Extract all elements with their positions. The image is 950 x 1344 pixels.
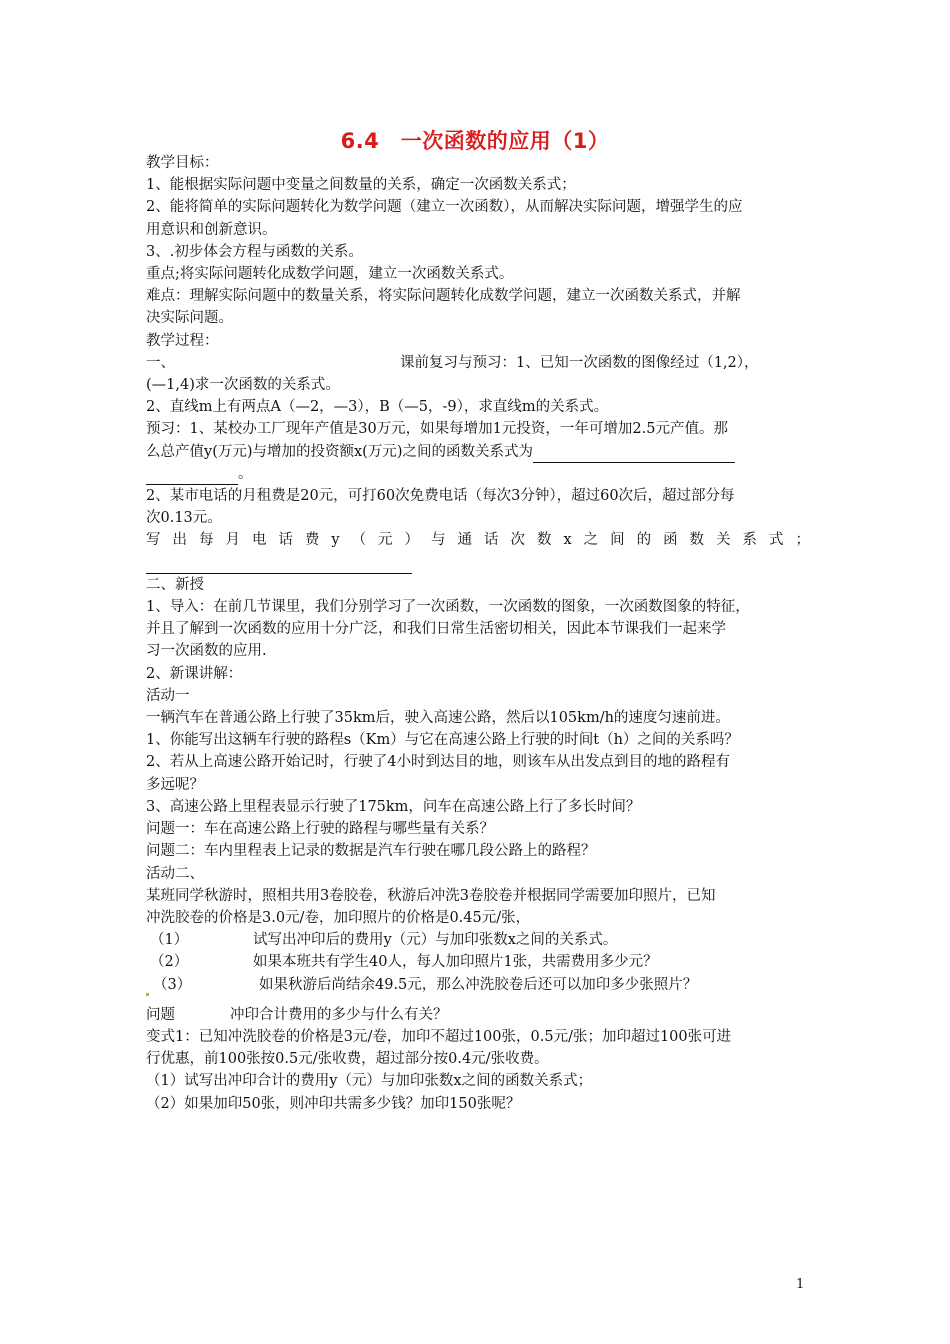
answer-blank	[533, 447, 735, 463]
sub-question-number: （3）	[153, 976, 192, 993]
problem-1: 问题一：车在高速公路上行驶的路程与哪些量有关系？	[146, 821, 494, 838]
section-1-line-2: (—1,4)求一次函数的关系式。	[146, 377, 340, 394]
sub-question-number: （1）	[150, 932, 189, 949]
goals-heading: 教学目标：	[146, 155, 219, 171]
preview-1-text: 么总产值y(万元)与增加的投资额x(万元)之间的函数关系式为	[146, 443, 533, 460]
process-heading: 教学过程：	[146, 332, 219, 349]
page-number: 1	[796, 1277, 805, 1292]
intro-line-1: 1、导入：在前几节课里，我们分别学习了一次函数，一次函数的图象，一次函数图象的特征，	[146, 599, 750, 616]
activity-1-question-2-line-1: 2、若从上高速公路开始记时，行驶了4小时到达目的地，则该车从出发点到目的地的路程有	[146, 754, 730, 771]
goal-item-2-line-2: 用意识和创新意识。	[146, 221, 277, 238]
preview-2-line-3: 写出每月电话费y（元）与通话次数x之间的函数关系式；	[146, 532, 810, 549]
review-question-2: 2、直线m上有两点A（—2，—3），B（—5，-9），求直线m的关系式。	[146, 399, 609, 416]
sub-question-number: （2）	[150, 954, 189, 971]
preview-2-blank-line	[146, 552, 810, 574]
activity-2-line-1: 某班同学秋游时，照相共用3卷胶卷，秋游后冲洗3卷胶卷并根据同学需要加印照片，已知	[146, 887, 716, 904]
activity-1-question-2-line-2: 多远呢？	[146, 776, 204, 793]
sub-question-3	[146, 974, 810, 996]
problem-2: 问题二：车内里程表上记录的数据是汽车行驶在哪几段公路上的路程？	[146, 843, 596, 860]
question-text: 冲印合计费用的多少与什么有关？	[230, 1006, 448, 1023]
document-body	[146, 152, 810, 1115]
variant-1-question-2: （2）如果加印50张，则冲印共需多少钱？加印150张呢？	[146, 1095, 521, 1112]
activity-1-question-1: 1、你能写出这辆车行驶的路程s（Km）与它在高速公路上行驶的时间t（h）之间的关系吗？	[146, 732, 739, 749]
key-point: 重点;将实际问题转化成数学问题，建立一次函数关系式。	[146, 266, 514, 283]
section-1-text: 课前复习与预习：1、已知一次函数的图像经过（1,2），	[400, 354, 759, 371]
new-lesson-heading: 二、新授	[146, 576, 204, 593]
highlight-mark	[146, 993, 149, 996]
section-1-line	[146, 352, 810, 374]
preview-1-end: 。	[238, 465, 253, 482]
sub-question-text: 如果秋游后尚结余49.5元，那么冲洗胶卷后还可以加印多少张照片？	[259, 976, 698, 993]
goal-item-1: 1、能根据实际问题中变量之间数量的关系，确定一次函数关系式；	[146, 177, 576, 194]
explain-heading: 2、新课讲解：	[146, 665, 243, 682]
activity-1-question-3: 3、高速公路上里程表显示行驶了175km，问车在高速公路上行了多长时间？	[146, 798, 641, 815]
preview-2-line-1: 2、某市电话的月租费是20元，可打60次免费电话（每次3分钟），超过60次后，超过部分每	[146, 488, 735, 505]
page-title: 6.4 一次函数的应用（1）	[340, 129, 610, 153]
answer-blank-2	[146, 558, 412, 574]
sub-question-1	[146, 929, 810, 951]
preview-1-line-1: 预习：1、某校办工厂现年产值是30万元，如果每增加1元投资，一年可增加2.5元产值。那	[146, 421, 728, 438]
activity-2-heading: 活动二、	[146, 865, 204, 882]
activity-1-heading: 活动一	[146, 687, 190, 704]
sub-question-2	[146, 951, 810, 973]
section-1-label: 一、	[146, 354, 175, 371]
activity-2-line-2: 冲洗胶卷的价格是3.0元/卷，加印照片的价格是0.45元/张，	[146, 909, 531, 926]
variant-1-question-1: （1）试写出冲印合计的费用y（元）与加印张数x之间的函数关系式；	[146, 1073, 593, 1090]
sub-question-text: 如果本班共有学生40人，每人加印照片1张，共需费用多少元？	[253, 954, 658, 971]
answer-blank-cont	[146, 469, 238, 485]
goal-item-2-line-1: 2、能将简单的实际问题转化为数学问题（建立一次函数），从而解决实际问题，增强学生的应	[146, 199, 743, 216]
preview-1-line-2	[146, 441, 810, 463]
intro-line-2: 并且了解到一次函数的应用十分广泛，和我们日常生活密切相关，因此本节课我们一起来学	[146, 621, 726, 638]
question-label: 问题	[146, 1006, 175, 1023]
sub-question-text: 试写出冲印后的费用y（元）与加印张数x之间的关系式。	[253, 932, 618, 949]
preview-2-line-2: 次0.13元。	[146, 510, 222, 527]
difficulty-line-2: 决实际问题。	[146, 310, 233, 327]
question-line	[146, 1004, 810, 1026]
intro-line-3: 习一次函数的应用.	[146, 643, 267, 660]
goal-item-3: 3、.初步体会方程与函数的关系。	[146, 243, 363, 260]
preview-1-line-3	[146, 463, 810, 485]
variant-1-line-1: 变式1：已知冲洗胶卷的价格是3元/卷，加印不超过100张，0.5元/张；加印超过100张可进	[146, 1028, 732, 1045]
activity-1-text: 一辆汽车在普通公路上行驶了35km后，驶入高速公路，然后以105km/h的速度匀速前进。	[146, 710, 730, 727]
variant-1-line-2: 行优惠，前100张按0.5元/张收费，超过部分按0.4元/张收费。	[146, 1051, 549, 1068]
difficulty-line-1: 难点：理解实际问题中的数量关系，将实际问题转化成数学问题，建立一次函数关系式，并解	[146, 288, 741, 305]
